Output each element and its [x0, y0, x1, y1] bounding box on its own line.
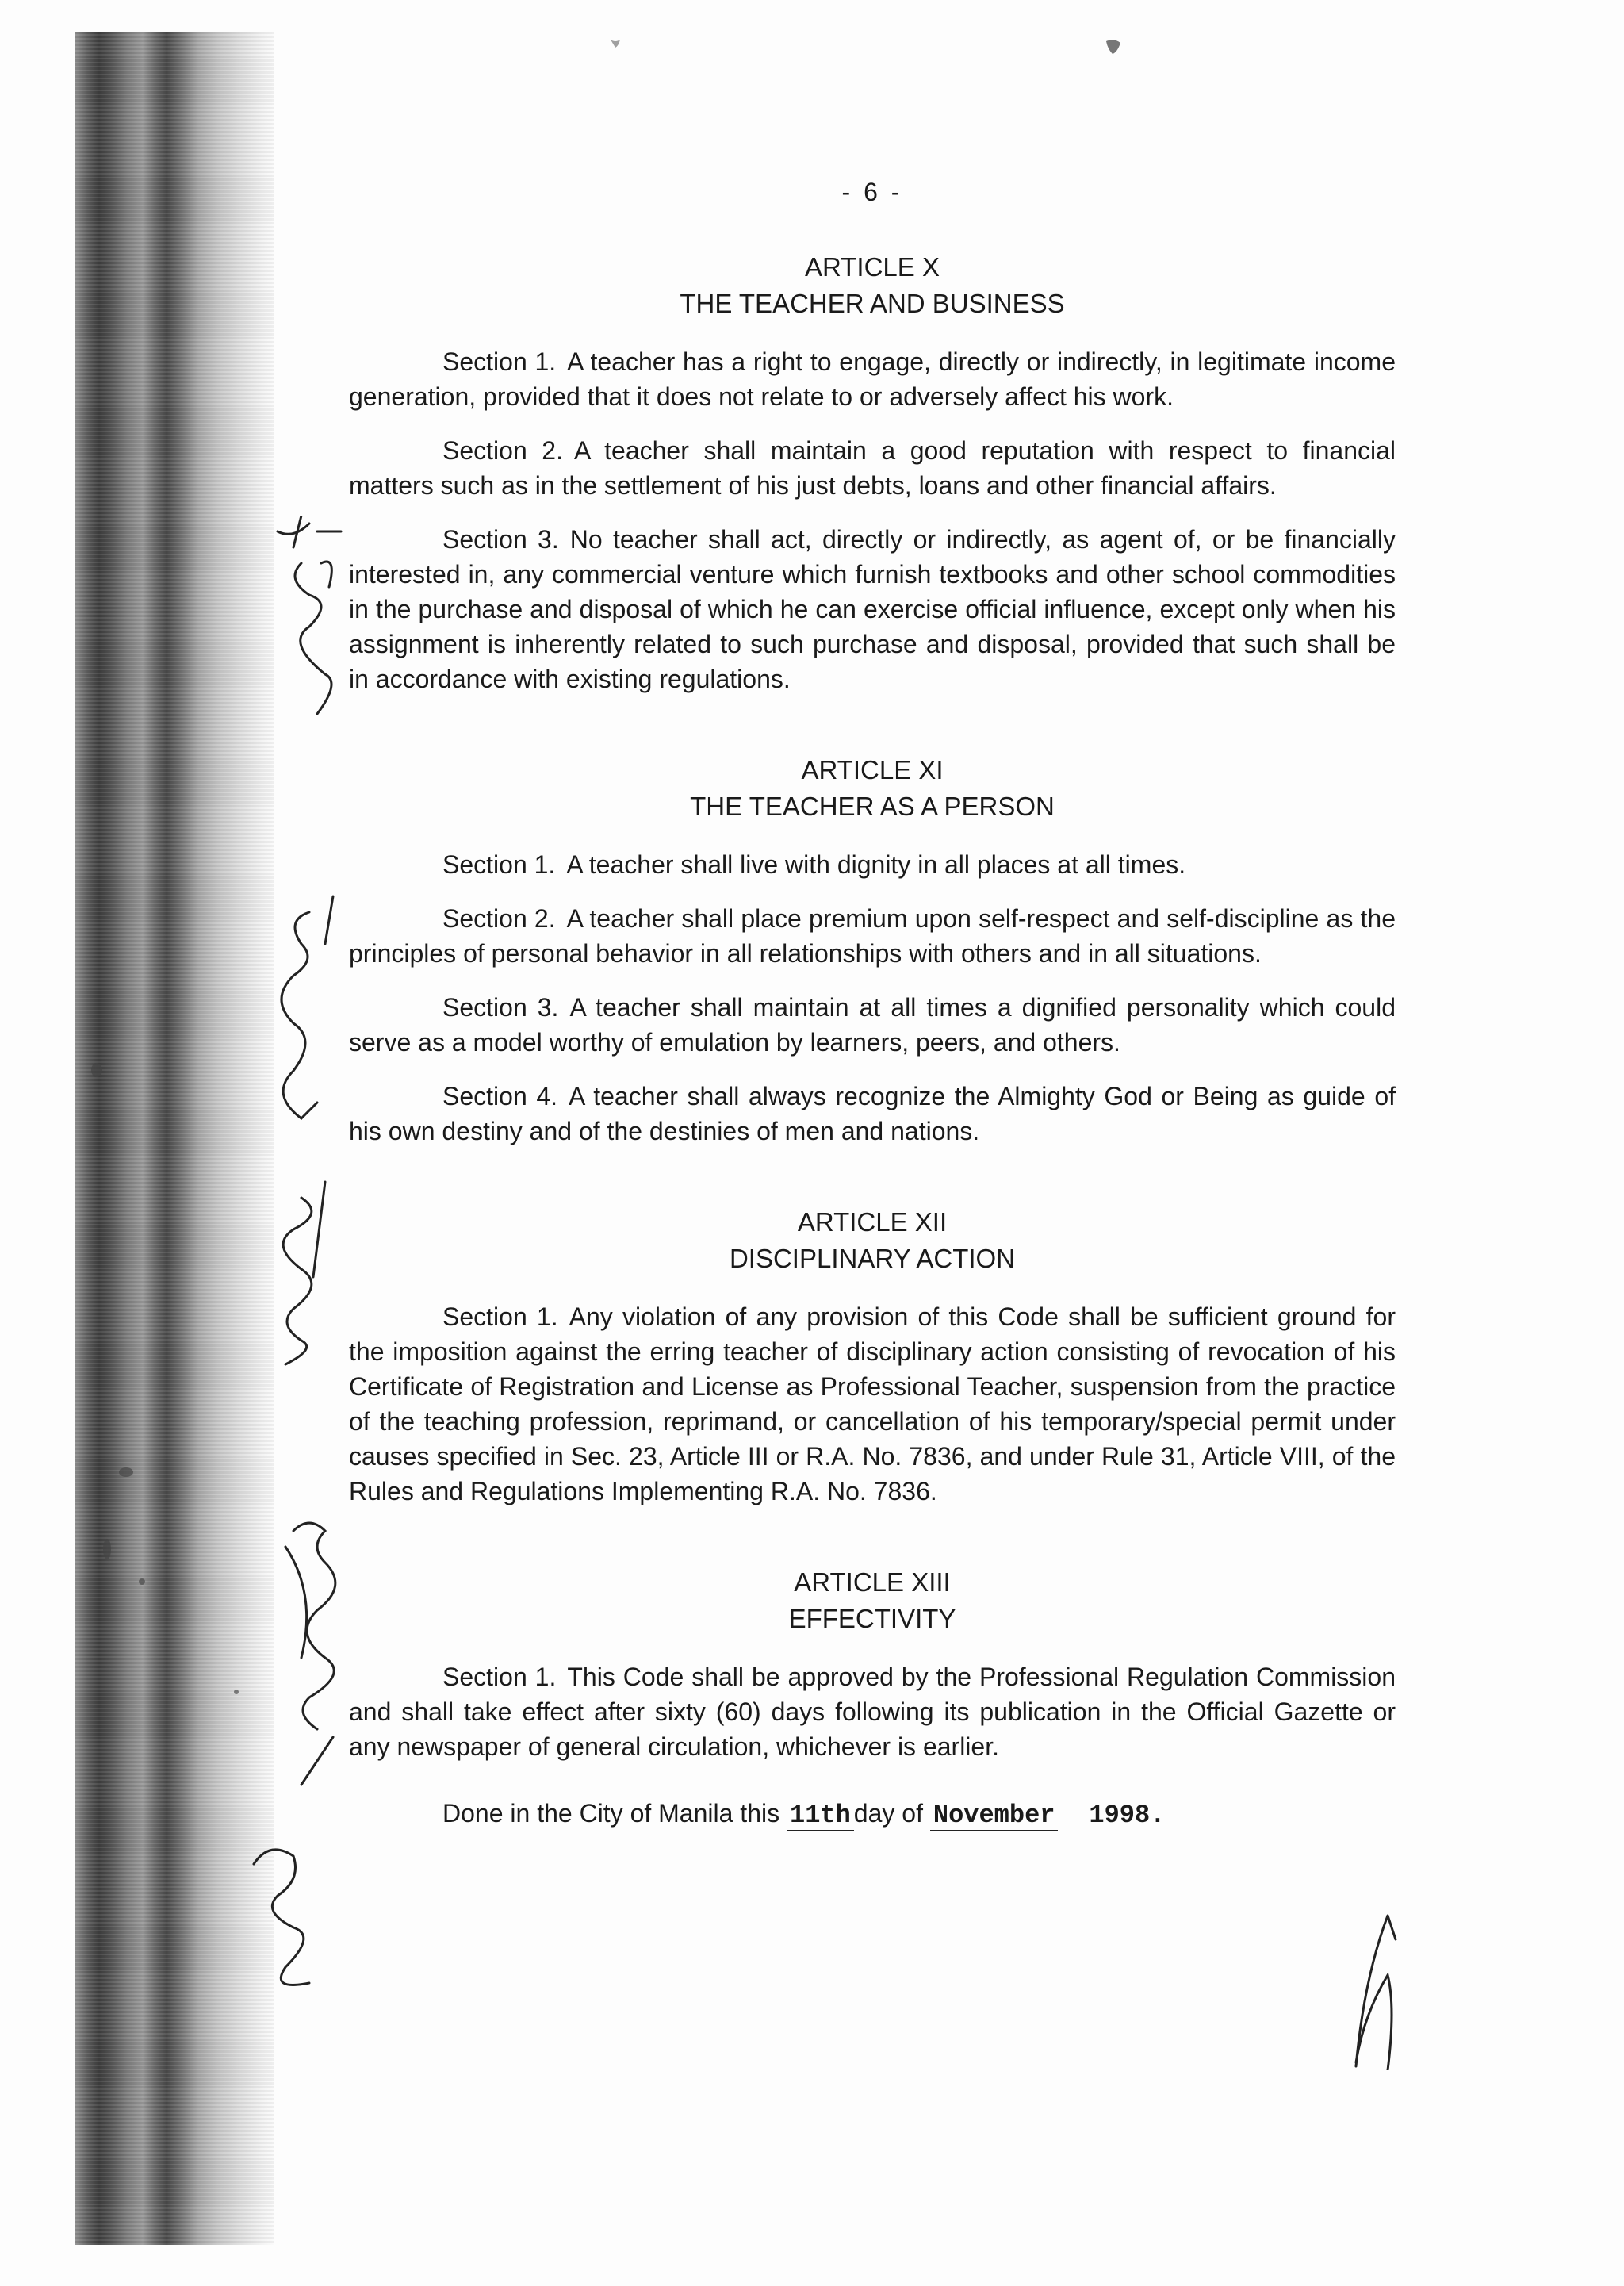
- article-number: ARTICLE X: [805, 252, 940, 282]
- closing-prefix: Done in the City of Manila this: [442, 1799, 780, 1828]
- article-xi: [349, 752, 1396, 1149]
- article-heading: [349, 249, 1396, 322]
- section-paragraph: [349, 990, 1396, 1060]
- section-paragraph: [349, 522, 1396, 696]
- section-paragraph: [349, 1079, 1396, 1149]
- article-heading: [349, 752, 1396, 825]
- section-text: A teacher shall place premium upon self-respect and self-discipline as the principles of personal behavior in all relationships with others and in all situations.: [349, 904, 1396, 968]
- closing-month: November: [930, 1801, 1059, 1831]
- article-heading: [349, 1564, 1396, 1637]
- article-xii: [349, 1204, 1396, 1509]
- page-number: - 6 -: [841, 178, 903, 206]
- section-label: Section 3.: [442, 993, 559, 1022]
- section-label: Section 1.: [442, 1663, 557, 1691]
- section-label: Section 1.: [442, 850, 556, 879]
- closing-middle: day of: [853, 1799, 923, 1828]
- section-text: A teacher shall live with dignity in all places at all times.: [566, 850, 1186, 879]
- section-text: Any violation of any provision of this Code shall be sufficient ground for the imposition against the erring teacher of disciplinary action consisting of revocation of his Certificate of Registration and License as Professional Teacher, suspension from the practice of the teaching profession, reprimand, or cancellation of his temporary/special permit under causes specified in Sec. 23, Article III or R.A. No. 7836, and under Rule 31, Article VIII, of the Rules and Regulations Implementing R.A. No. 7836.: [349, 1302, 1396, 1505]
- initial-signature: [1340, 1912, 1404, 2070]
- section-label: Section 3.: [442, 525, 559, 554]
- section-text: A teacher shall always recognize the Almighty God or Being as guide of his own destiny and of the destinies of men and nations.: [349, 1082, 1396, 1145]
- article-x: [349, 249, 1396, 696]
- closing-year: 1998.: [1089, 1801, 1166, 1830]
- section-label: Section 2.: [442, 904, 556, 933]
- section-text: A teacher shall maintain at all times a dignified personality which could serve as a model worthy of emulation by learners, peers, and others.: [349, 993, 1396, 1057]
- article-number: ARTICLE XIII: [794, 1567, 951, 1597]
- section-paragraph: [349, 1299, 1396, 1509]
- section-text: No teacher shall act, directly or indirectly, as agent of, or be financially interested in, any commercial venture which furnish textbooks and other school commodities in the purchase and disposal of which he can exercise official influence, except only when his assignment is inherently related to such purchase and disposal, provided that such shall be in accordance with existing regulations.: [349, 525, 1396, 693]
- article-title: THE TEACHER AS A PERSON: [690, 792, 1055, 821]
- section-paragraph: [349, 1659, 1396, 1764]
- section-paragraph: [349, 433, 1396, 503]
- article-number: ARTICLE XII: [797, 1207, 948, 1237]
- article-heading: [349, 1204, 1396, 1277]
- article-title: THE TEACHER AND BUSINESS: [680, 289, 1065, 318]
- section-paragraph: [349, 344, 1396, 414]
- section-label: Section 4.: [442, 1082, 558, 1110]
- article-title: DISCIPLINARY ACTION: [729, 1244, 1016, 1273]
- article-title: EFFECTIVITY: [788, 1604, 956, 1633]
- article-xiii: [349, 1564, 1396, 1764]
- section-label: Section 1.: [442, 347, 557, 376]
- section-text: A teacher shall maintain a good reputation with respect to financial matters such as in the settlement of his just debts, loans and other financial affairs.: [349, 436, 1396, 500]
- scanned-binding-edge: [75, 32, 274, 2245]
- section-text: This Code shall be approved by the Professional Regulation Commission and shall take effect after sixty (60) days following its publication in the Official Gazette or any newspaper of general circulation, whichever is earlier.: [349, 1663, 1396, 1761]
- section-text: A teacher has a right to engage, directly or indirectly, in legitimate income generation, provided that it does not relate to or adversely affect his work.: [349, 347, 1396, 411]
- margin-signatures: [246, 516, 365, 2023]
- section-label: Section 1.: [442, 1302, 558, 1331]
- section-label: Section 2.: [442, 436, 563, 465]
- section-paragraph: [349, 847, 1396, 882]
- article-number: ARTICLE XI: [801, 755, 944, 784]
- document-body: [349, 159, 1396, 1858]
- closing-day: 11th: [787, 1801, 854, 1831]
- closing-line: [349, 1796, 1396, 1833]
- section-paragraph: [349, 901, 1396, 971]
